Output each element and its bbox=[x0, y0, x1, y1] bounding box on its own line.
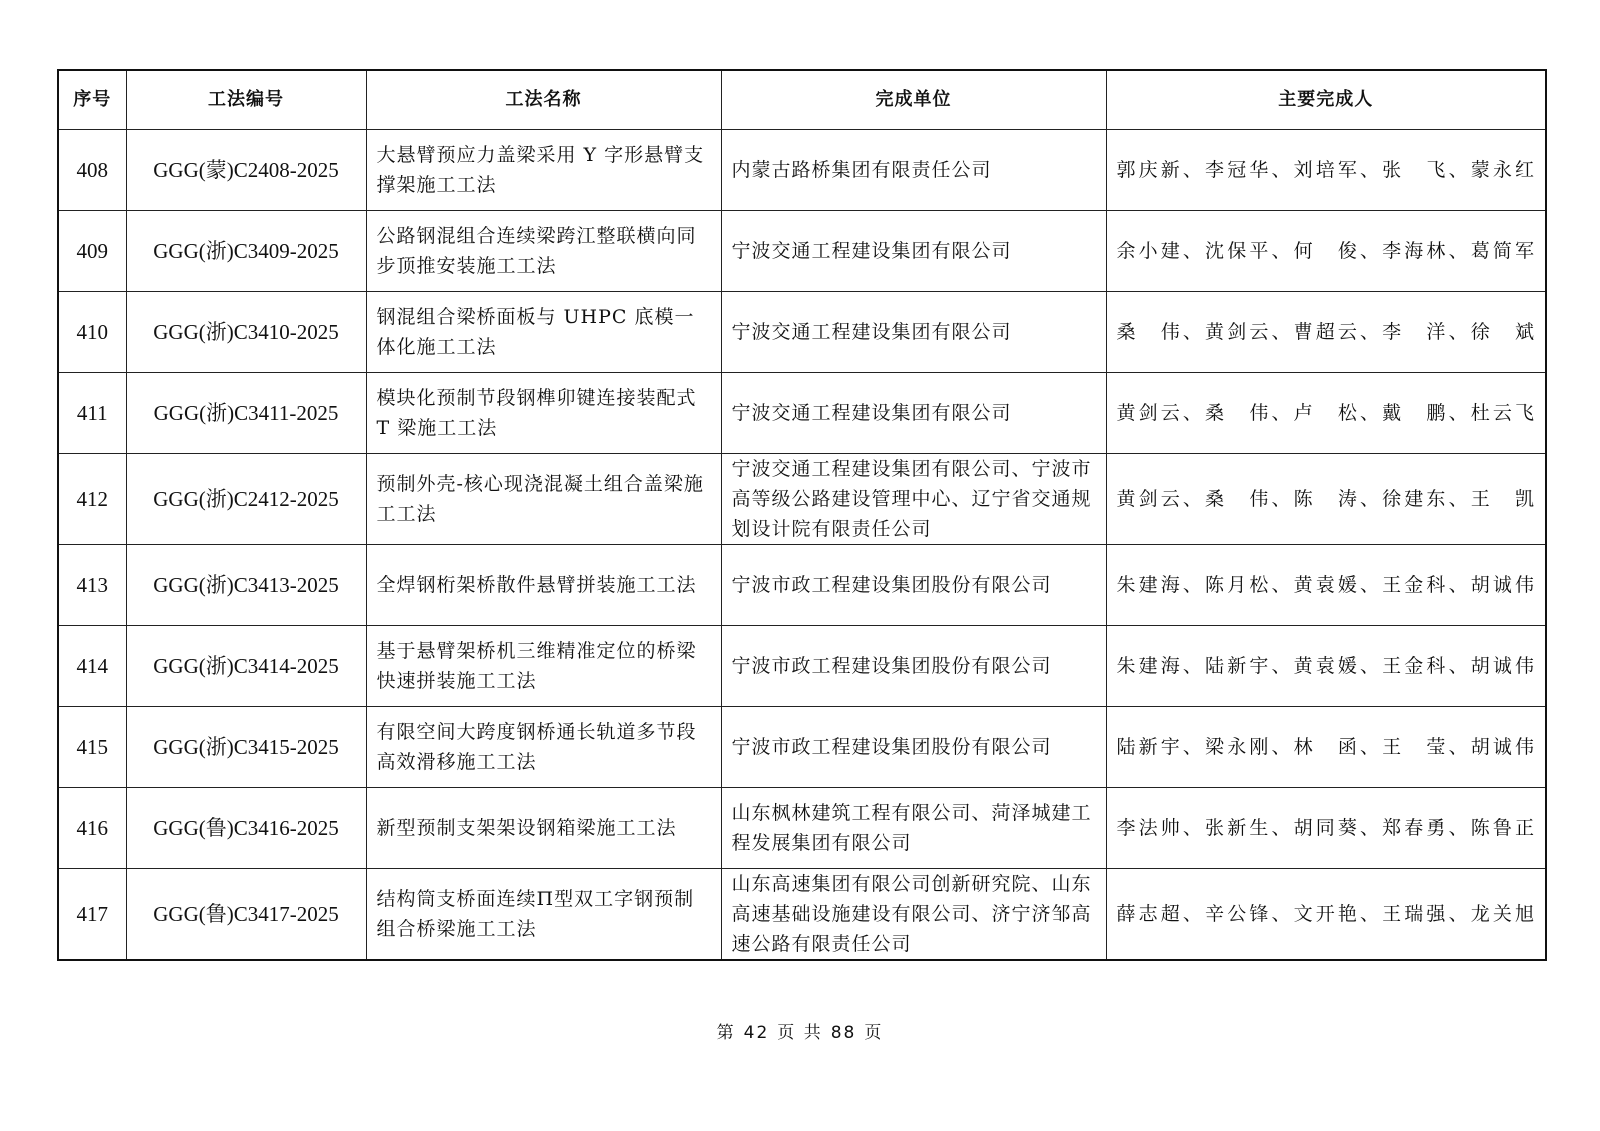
cell-code: GGG(浙)C3415-2025 bbox=[126, 707, 366, 788]
cell-seq: 414 bbox=[58, 626, 126, 707]
cell-people: 余小建、沈保平、何 俊、李海林、葛简军 bbox=[1106, 211, 1546, 292]
header-unit: 完成单位 bbox=[721, 70, 1106, 130]
cell-seq: 411 bbox=[58, 373, 126, 454]
cell-people: 薛志超、辛公锋、文开艳、王瑞强、龙关旭 bbox=[1106, 869, 1546, 961]
page-mid: 页 共 bbox=[777, 1023, 823, 1043]
cell-code: GGG(浙)C2412-2025 bbox=[126, 454, 366, 545]
table-row bbox=[58, 545, 1546, 626]
header-code: 工法编号 bbox=[126, 70, 366, 130]
cell-people: 朱建海、陈月松、黄袁媛、王金科、胡诚伟 bbox=[1106, 545, 1546, 626]
table-row bbox=[58, 130, 1546, 211]
header-seq: 序号 bbox=[58, 70, 126, 130]
cell-unit: 宁波市政工程建设集团股份有限公司 bbox=[721, 707, 1106, 788]
table-row bbox=[58, 707, 1546, 788]
page-prefix: 第 bbox=[716, 1023, 736, 1043]
cell-people: 黄剑云、桑 伟、陈 涛、徐建东、王 凯 bbox=[1106, 454, 1546, 545]
page-current: 42 bbox=[743, 1023, 770, 1043]
cell-code: GGG(鲁)C3417-2025 bbox=[126, 869, 366, 961]
cell-unit: 宁波交通工程建设集团有限公司 bbox=[721, 373, 1106, 454]
cell-unit: 山东高速集团有限公司创新研究院、山东高速基础设施建设有限公司、济宁济邹高速公路有限责任公司 bbox=[721, 869, 1106, 961]
table-row bbox=[58, 373, 1546, 454]
cell-code: GGG(浙)C3409-2025 bbox=[126, 211, 366, 292]
cell-people: 黄剑云、桑 伟、卢 松、戴 鹏、杜云飞 bbox=[1106, 373, 1546, 454]
cell-seq: 417 bbox=[58, 869, 126, 961]
cell-unit: 宁波交通工程建设集团有限公司 bbox=[721, 211, 1106, 292]
header-name: 工法名称 bbox=[366, 70, 721, 130]
cell-name: 预制外壳-核心现浇混凝土组合盖梁施工工法 bbox=[366, 454, 721, 545]
cell-unit: 宁波交通工程建设集团有限公司、宁波市高等级公路建设管理中心、辽宁省交通规划设计院有限责任公司 bbox=[721, 454, 1106, 545]
cell-seq: 408 bbox=[58, 130, 126, 211]
table-row bbox=[58, 292, 1546, 373]
cell-code: GGG(蒙)C2408-2025 bbox=[126, 130, 366, 211]
header-people: 主要完成人 bbox=[1106, 70, 1546, 130]
cell-name: 钢混组合梁桥面板与 UHPC 底模一体化施工工法 bbox=[366, 292, 721, 373]
cell-name: 公路钢混组合连续梁跨江整联横向同步顶推安装施工工法 bbox=[366, 211, 721, 292]
cell-name: 模块化预制节段钢榫卯键连接装配式 T 梁施工工法 bbox=[366, 373, 721, 454]
cell-unit: 宁波市政工程建设集团股份有限公司 bbox=[721, 626, 1106, 707]
cell-name: 全焊钢桁架桥散件悬臂拼装施工工法 bbox=[366, 545, 721, 626]
page-total: 88 bbox=[830, 1023, 857, 1043]
cell-unit: 宁波交通工程建设集团有限公司 bbox=[721, 292, 1106, 373]
cell-seq: 413 bbox=[58, 545, 126, 626]
cell-seq: 412 bbox=[58, 454, 126, 545]
cell-people: 陆新宇、梁永刚、林 函、王 莹、胡诚伟 bbox=[1106, 707, 1546, 788]
cell-code: GGG(浙)C3414-2025 bbox=[126, 626, 366, 707]
cell-seq: 410 bbox=[58, 292, 126, 373]
cell-code: GGG(浙)C3410-2025 bbox=[126, 292, 366, 373]
table-header-row bbox=[58, 70, 1546, 130]
cell-people: 桑 伟、黄剑云、曹超云、李 洋、徐 斌 bbox=[1106, 292, 1546, 373]
cell-name: 有限空间大跨度钢桥通长轨道多节段高效滑移施工工法 bbox=[366, 707, 721, 788]
cell-unit: 山东枫林建筑工程有限公司、菏泽城建工程发展集团有限公司 bbox=[721, 788, 1106, 869]
page-suffix: 页 bbox=[864, 1023, 884, 1043]
cell-people: 朱建海、陆新宇、黄袁媛、王金科、胡诚伟 bbox=[1106, 626, 1546, 707]
table-row bbox=[58, 454, 1546, 545]
cell-name: 结构筒支桥面连续Π型双工字钢预制组合桥梁施工工法 bbox=[366, 869, 721, 961]
cell-seq: 415 bbox=[58, 707, 126, 788]
cell-people: 郭庆新、李冠华、刘培军、张 飞、蒙永红 bbox=[1106, 130, 1546, 211]
table-row bbox=[58, 211, 1546, 292]
table-row bbox=[58, 788, 1546, 869]
cell-code: GGG(浙)C3413-2025 bbox=[126, 545, 366, 626]
cell-code: GGG(浙)C3411-2025 bbox=[126, 373, 366, 454]
cell-seq: 416 bbox=[58, 788, 126, 869]
cell-name: 大悬臂预应力盖梁采用 Y 字形悬臂支撑架施工工法 bbox=[366, 130, 721, 211]
table-row bbox=[58, 626, 1546, 707]
cell-name: 基于悬臂架桥机三维精准定位的桥梁快速拼装施工工法 bbox=[366, 626, 721, 707]
awards-table bbox=[57, 69, 1547, 961]
page-footer bbox=[0, 1018, 1600, 1043]
cell-unit: 内蒙古路桥集团有限责任公司 bbox=[721, 130, 1106, 211]
cell-code: GGG(鲁)C3416-2025 bbox=[126, 788, 366, 869]
cell-name: 新型预制支架架设钢箱梁施工工法 bbox=[366, 788, 721, 869]
table-row bbox=[58, 869, 1546, 961]
cell-people: 李法帅、张新生、胡同葵、郑春勇、陈鲁正 bbox=[1106, 788, 1546, 869]
awards-table-container bbox=[57, 69, 1545, 961]
cell-seq: 409 bbox=[58, 211, 126, 292]
cell-unit: 宁波市政工程建设集团股份有限公司 bbox=[721, 545, 1106, 626]
